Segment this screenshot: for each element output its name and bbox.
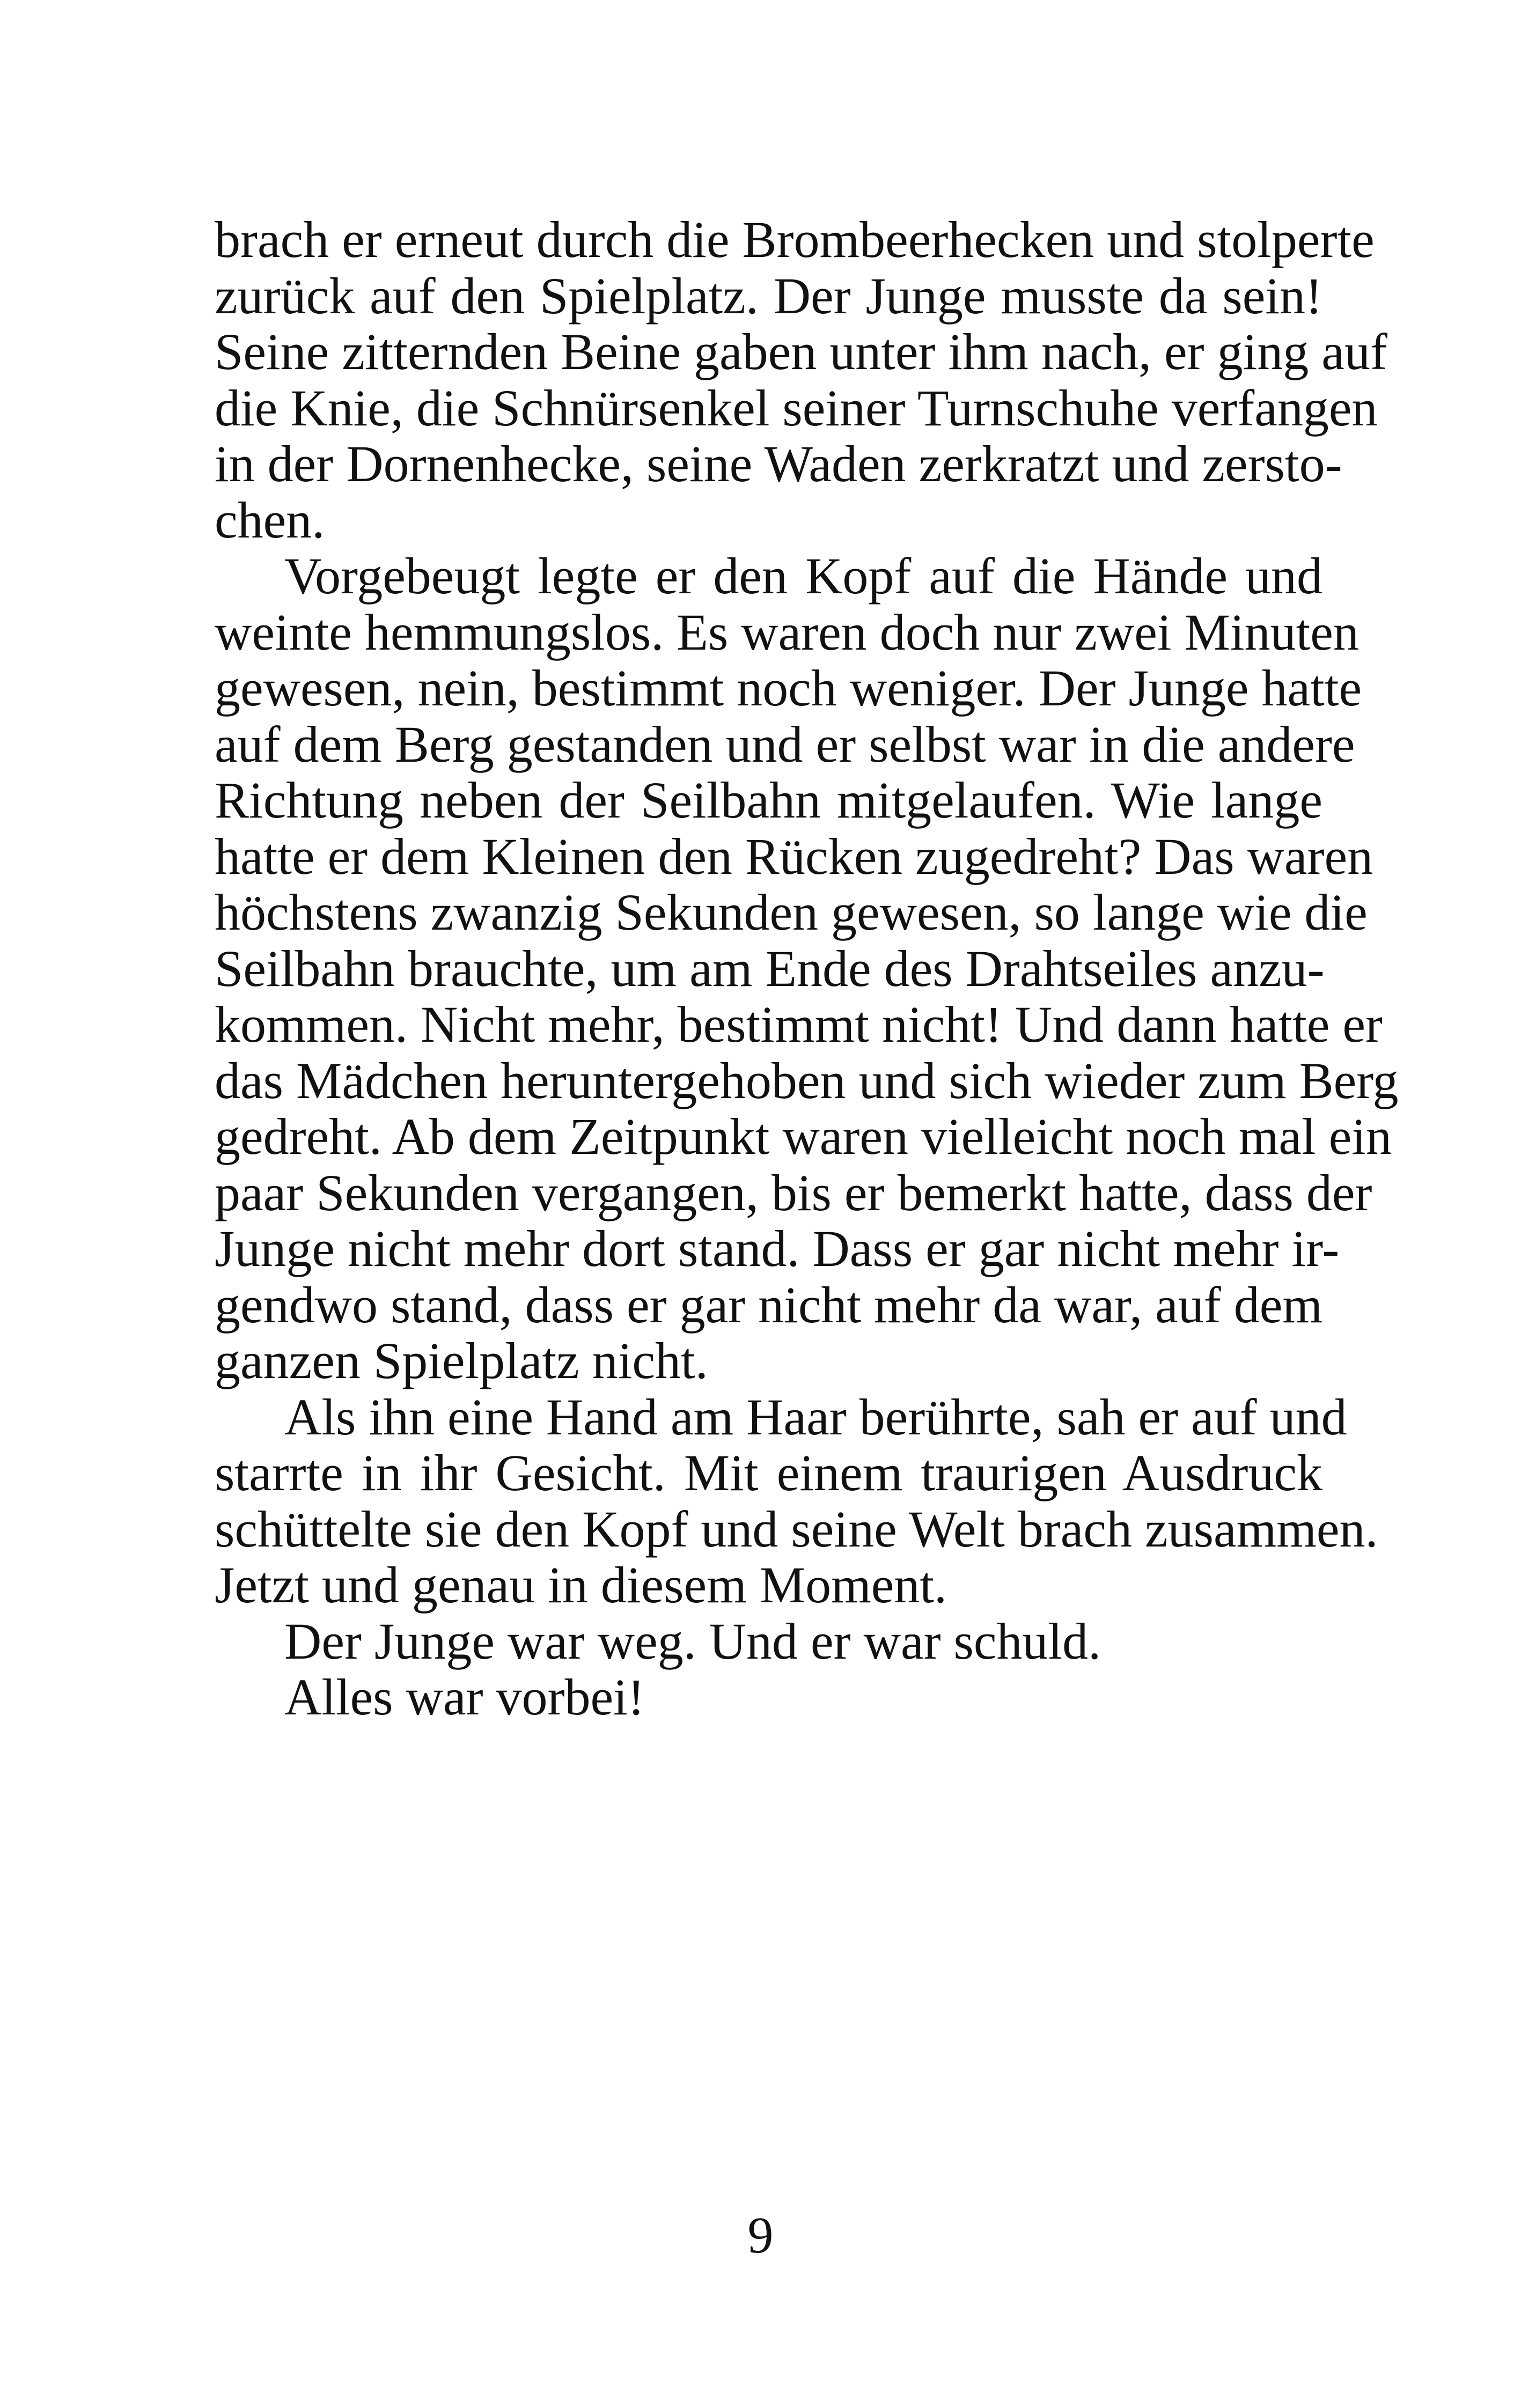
text-line: kommen. Nicht mehr, bestimmt nicht! Und dann hatte er [215,996,1383,1053]
text-line: gendwo stand, dass er gar nicht mehr da war, auf dem [215,1276,1322,1334]
text-line: Vorgebeugt legte er den Kopf auf die Hände und [284,547,1322,605]
paragraph [215,1614,1322,1670]
text-line: Seine zitternden Beine gaben unter ihm nach, er ging auf [215,323,1387,380]
text-line: chen. [215,491,325,549]
text-line: Alles war vorbei! [284,1668,645,1726]
text-line: ganzen Spielplatz nicht. [215,1332,708,1389]
paragraph [215,547,1399,1389]
text-line: Jetzt und genau in diesem Moment. [215,1556,947,1614]
text-line: auf dem Berg gestanden und er selbst war in die andere [215,715,1355,773]
text-line: paar Sekunden vergangen, bis er bemerkt hatte, dass der [215,1164,1372,1221]
paragraph [215,1388,1378,1614]
paragraph [215,211,1387,549]
text-line: hatte er dem Kleinen den Rücken zugedreht? Das waren [215,827,1373,885]
text-line: das Mädchen heruntergehoben und sich wieder zum Berg [215,1051,1399,1109]
text-line: Junge nicht mehr dort stand. Dass er gar nicht mehr ir- [215,1220,1340,1277]
text-line: Richtung neben der Seilbahn mitgelaufen. Wie lange [215,771,1322,829]
text-line: Seilbahn brauchte, um am Ende des Drahtseiles anzu- [215,939,1325,997]
text-line: höchstens zwanzig Sekunden gewesen, so lange wie die [215,883,1368,941]
paragraph [215,1669,1322,1726]
text-line: gedreht. Ab dem Zeitpunkt waren vielleicht noch mal ein [215,1108,1392,1165]
page-number: 9 [747,2206,774,2264]
body-text [215,211,1399,1726]
text-line: zurück auf den Spielplatz. Der Junge musste da sein! [215,267,1322,325]
text-line: in der Dornenhecke, seine Waden zerkratzt und zersto- [215,435,1342,492]
text-line: starrte in ihr Gesicht. Mit einem traurigen Ausdruck [215,1444,1322,1501]
text-line: schüttelte sie den Kopf und seine Welt brach zusammen. [215,1500,1378,1558]
text-line: Als ihn eine Hand am Haar berührte, sah er auf und [284,1388,1347,1446]
text-line: weinte hemmungslos. Es waren doch nur zwei Minuten [215,603,1359,661]
text-line: Der Junge war weg. Und er war schuld. [284,1612,1101,1670]
text-line: gewesen, nein, bestimmt noch weniger. Der Junge hatte [215,659,1362,717]
text-line: brach er erneut durch die Brombeerhecken und stolperte [215,211,1375,268]
text-line: die Knie, die Schnürsenkel seiner Turnschuhe verfangen [215,379,1378,437]
